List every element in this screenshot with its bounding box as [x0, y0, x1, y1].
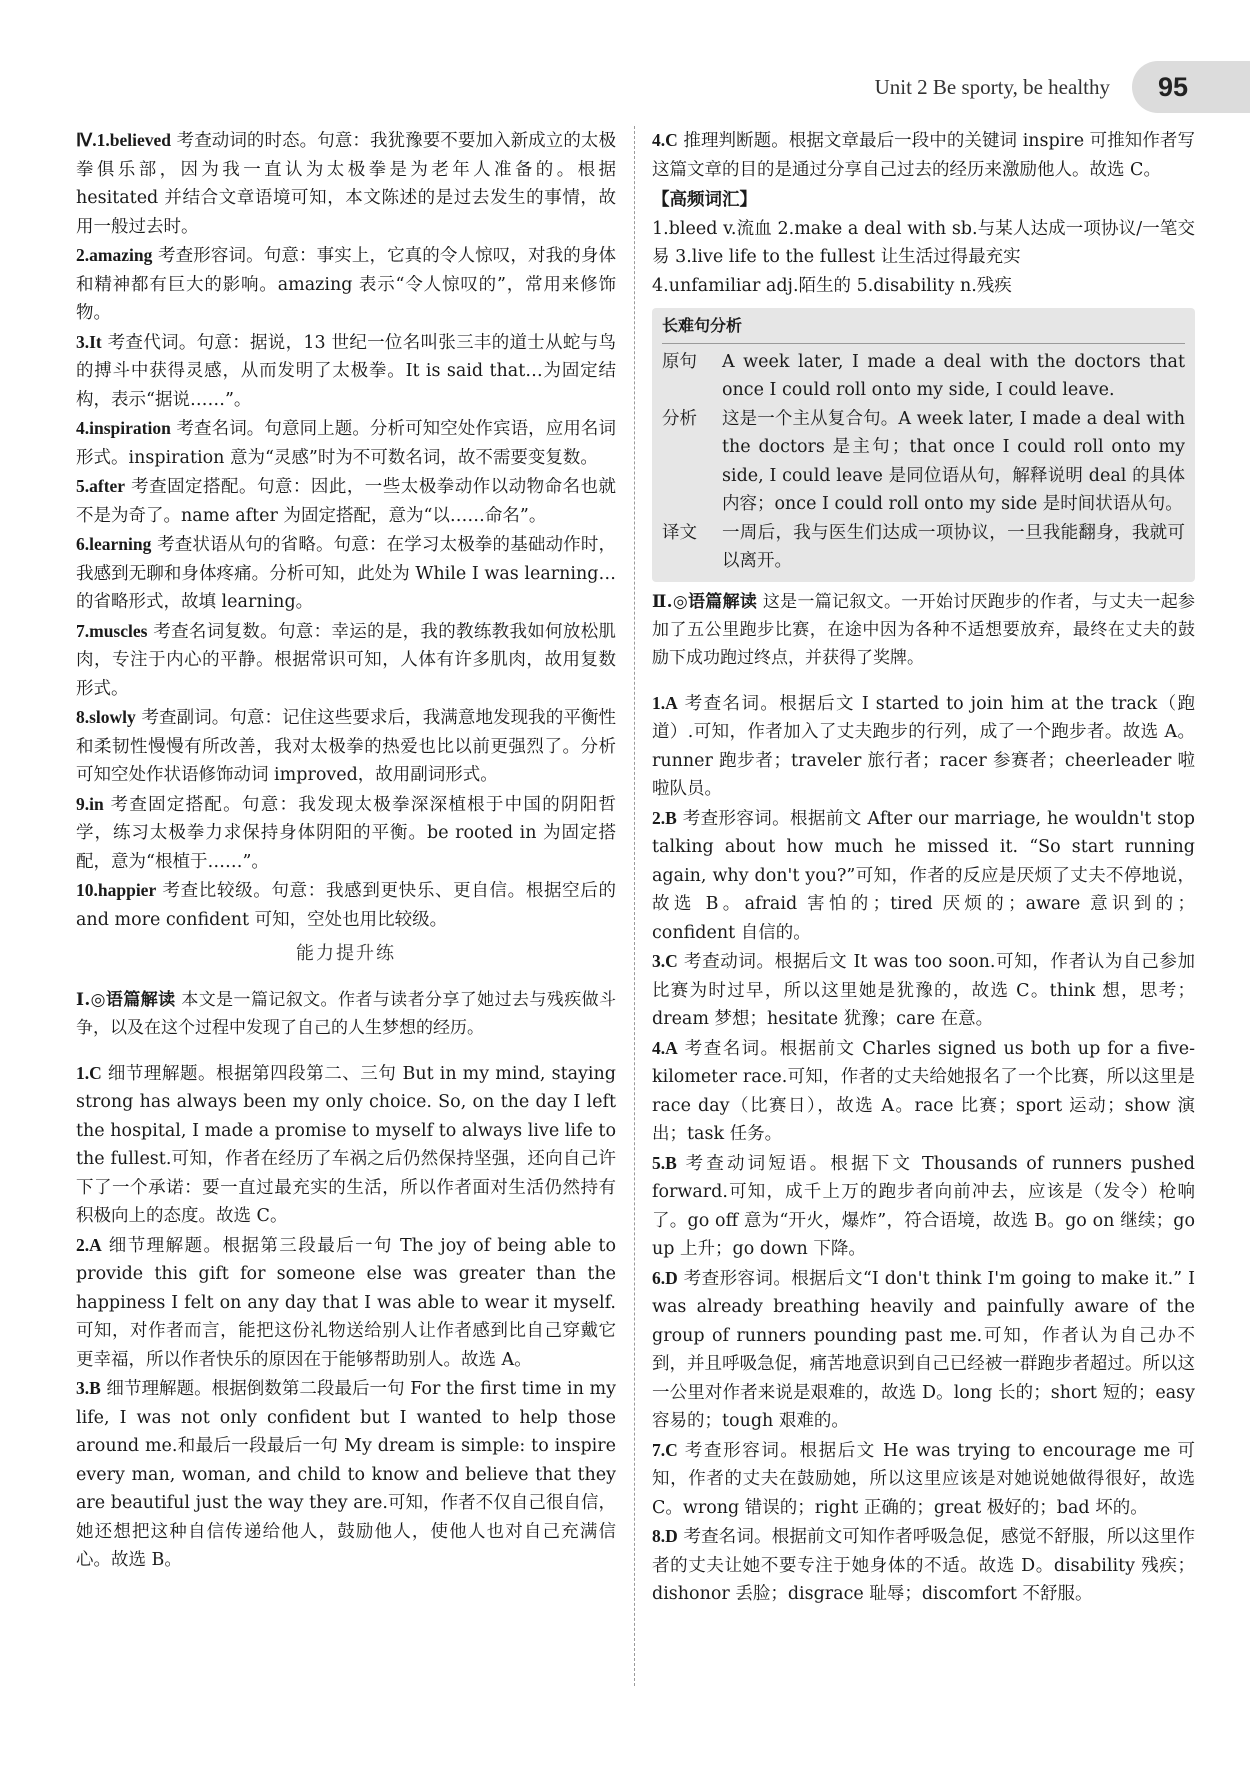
analysis-value: A week later, I made a deal with the doctors that once I could roll onto my side, I could leave.: [722, 351, 1185, 400]
vocab-line: 4.unfamiliar adj.陌生的 5.disability n.残疾: [652, 275, 1012, 296]
page-header: [875, 58, 1250, 116]
answer-label: 6.learning: [76, 534, 152, 554]
intro-text: 这是一篇记叙文。一开始讨厌跑步的作者，与丈夫一起参加了五公里跑步比赛，在途中因为各种不适想要放弃，最终在丈夫的鼓励下成功跑过终点，并获得了奖牌。: [652, 591, 1195, 668]
answer-label: 2.amazing: [76, 245, 153, 265]
answer-label: 3.C: [652, 951, 678, 971]
answer-label: 8.slowly: [76, 707, 136, 727]
answer-text: 考查名词。根据前文可知作者呼吸急促，感觉不舒服，所以这里作者的丈夫让她不要专注于她身体的不适。故选 D。disability 残疾；dishonor 丢脸；disgrace 耻辱；discomfort 不舒服。: [652, 1527, 1195, 1604]
answer-item: [76, 876, 616, 934]
page-number: 95: [1132, 61, 1250, 113]
answer-label: 1.C: [76, 1062, 102, 1083]
answer-item: [652, 1522, 1195, 1609]
answer-item: [652, 1264, 1195, 1436]
answer-text: 考查形容词。根据后文 He was trying to encourage me 可知，作者的丈夫在鼓励她，所以这里应该是对她说她做得很好，故选 C。wrong 错误的；right 正确的；great 极好的；bad 坏的。: [652, 1440, 1195, 1518]
answer-text: 考查比较级。句意：我感到更快乐、更自信。根据空后的 and more confident 可知，空处也用比较级。: [76, 881, 616, 930]
answer-label: 3.B: [76, 1378, 101, 1398]
answer-text: 考查动词。根据后文 It was too soon.可知，作者认为自己参加比赛为时过早，所以这里她是犹豫的，故选 C。think 想，思考；dream 梦想；hesitate 犹豫；care 在意。: [652, 952, 1195, 1029]
answer-label: 2.B: [652, 807, 677, 828]
answer-item: [652, 1149, 1195, 1264]
analysis-key: 分析: [662, 408, 697, 429]
passage-intro-1: [76, 986, 616, 1042]
sentence-analysis-title: 长难句分析: [662, 310, 1185, 344]
answer-label: 9.in: [76, 793, 104, 814]
answer-item: [76, 703, 616, 790]
sentence-analysis-box: [652, 308, 1195, 582]
answer-text: 细节理解题。根据第四段第二、三句 But in my mind, staying strong has always been my only choice. So, on the day I left the hospital, I made a promise to myself to always live life to the fullest.可知，作者在经历了车祸之后仍然保持坚强，还向自己许下了一个承诺：要一直过最充实的生活，所以作者面对生活仍然持有积极向上的态度。故选 C。: [76, 1063, 616, 1226]
answer-label: 10.happier: [76, 880, 157, 900]
answer-item: [76, 126, 616, 241]
answer-item: [76, 530, 616, 617]
answer-item: [652, 947, 1195, 1034]
answer-text: 考查名词。根据前文 Charles signed us both up for a five-kilometer race.可知，作者的丈夫给她报名了一个比赛，所以这里是 race day（比赛日），故选 A。race 比赛；sport 运动；show 演出；task 任务。: [652, 1038, 1195, 1144]
answer-item: [76, 617, 616, 704]
answer-label: 7.muscles: [76, 620, 148, 641]
answer-text: 考查动词的时态。句意：我犹豫要不要加入新成立的太极拳俱乐部，因为我一直认为太极拳是为老年人准备的。根据 hesitated 并结合文章语境可知，本文陈述的是过去发生的事情，故用一般过去时。: [76, 131, 616, 237]
answer-text: 考查固定搭配。句意：因此，一些太极拳动作以动物命名也就不是为奇了。name after 为固定搭配，意为“以……命名”。: [76, 477, 616, 526]
analysis-row: [662, 348, 1185, 405]
section-title: 能力提升练: [296, 943, 396, 964]
answer-text: 考查形容词。根据后文“I don't think I'm going to make it.” I was already breathing heavily and painfully aware of the group of runners pounding past me.可知，作者认为自己办不到，并且呼吸急促，痛苦地意识到自己已经被一群跑步者超过。所以这一公里对作者来说是艰难的，故选 D。long 长的；short 短的；easy 容易的；tough 艰难的。: [652, 1268, 1195, 1431]
unit-title: Unit 2 Be sporty, be healthy: [874, 74, 1110, 99]
answer-text: 考查形容词。句意：事实上，它真的令人惊叹，对我的身体和精神都有巨大的影响。amazing 表示“令人惊叹的”，常用来修饰物。: [76, 246, 616, 323]
answer-item: [76, 241, 616, 328]
answer-item: [76, 1059, 616, 1231]
intro-label: Ⅰ.◎语篇解读: [76, 989, 176, 1010]
answer-text: 考查名词。句意同上题。分析可知空处作宾语，应用名词形式。inspiration 意为“灵感”时为不可数名词，故不需要变复数。: [76, 419, 616, 468]
answer-item: [652, 689, 1195, 804]
intro-text: 本文是一篇记叙文。作者与读者分享了她过去与残疾做斗争，以及在这个过程中发现了自己的人生梦想的经历。: [76, 989, 616, 1038]
answer-text: 考查代词。句意：据说，13 世纪一位名叫张三丰的道士从蛇与鸟的搏斗中获得灵感，从而发明了太极拳。It is said that…为固定结构，表示“据说……”。: [76, 332, 616, 410]
answer-item: [652, 1034, 1195, 1149]
answer-text: 考查动词短语。根据下文 Thousands of runners pushed forward.可知，成千上万的跑步者向前冲去，应该是（发令）枪响了。go off 意为“开火，爆炸”，符合语境，故选 B。go on 继续；go up 上升；go down 下降。: [652, 1153, 1195, 1259]
answer-item: [652, 804, 1195, 948]
answer-text: 考查固定搭配。句意：我发现太极拳深深植根于中国的阴阳哲学，练习太极拳力求保持身体阴阳的平衡。be rooted in 为固定搭配，意为“根植于……”。: [76, 794, 616, 872]
vocab-title: 【高频词汇】: [652, 190, 757, 210]
answer-text: 考查形容词。根据前文 After our marriage, he wouldn't stop talking about how much he missed it. “So start running again, why don't you?”可知，作者的反应是厌烦了丈夫不停地说，故选 B。afraid 害怕的；tired 厌烦的；aware 意识到的；confident 自信的。: [652, 808, 1195, 943]
answer-label: Ⅳ.1.believed: [76, 130, 171, 150]
analysis-row: [662, 519, 1185, 576]
left-column: [76, 126, 616, 1575]
answer-label: 4.inspiration: [76, 418, 171, 438]
analysis-row: [662, 405, 1185, 519]
vocab-line: 1.bleed v.流血 2.make a deal with sb.与某人达成一项协议/一笔交易 3.live life to the fullest 让生活过得最充实: [652, 218, 1195, 267]
answer-label: 4.C: [652, 130, 678, 150]
answer-text: 推理判断题。根据文章最后一段中的关键词 inspire 可推知作者写这篇文章的目的是通过分享自己过去的经历来激励他人。故选 C。: [652, 131, 1195, 180]
answer-text: 考查名词复数。句意：幸运的是，我的教练教我如何放松肌肉，专注于内心的平静。根据常识可知，人体有许多肌肉，故用复数形式。: [76, 621, 616, 699]
answer-label: 1.A: [652, 692, 678, 713]
answer-label: 4.A: [652, 1037, 678, 1058]
analysis-value: 一周后，我与医生们达成一项协议，一旦我能翻身，我就可以离开。: [722, 522, 1185, 571]
answer-text: 细节理解题。根据第三段最后一句 The joy of being able to provide this gift for someone else was greater than the happiness I felt on any day that I was able to wear it myself.可知，对作者而言，能把这份礼物送给别人让作者感到比自己穿戴它更幸福，所以作者快乐的原因在于能够帮助别人。故选 A。: [76, 1235, 616, 1370]
column-divider: [634, 126, 635, 1686]
passage-intro-2: [652, 588, 1195, 672]
answer-text: 考查副词。句意：记住这些要求后，我满意地发现我的平衡性和柔韧性慢慢有所改善，我对太极拳的热爱也比以前更强烈了。分析可知空处作状语修饰动词 improved，故用副词形式。: [76, 708, 616, 785]
answer-label: 8.D: [652, 1526, 678, 1546]
analysis-value: 这是一个主从复合句。A week later, I made a deal with the doctors 是主句；that once I could roll onto my side, I could leave 是同位语从句，解释说明 deal 的具体内容；once I could roll onto my side 是时间状语从句。: [722, 408, 1185, 514]
intro-label: Ⅱ.◎语篇解读: [652, 591, 758, 612]
answer-label: 5.B: [652, 1152, 677, 1173]
answer-item: [76, 414, 616, 472]
answer-item: [76, 1374, 616, 1575]
answer-item: [76, 328, 616, 415]
analysis-key: 原句: [662, 351, 697, 372]
answer-text: 考查状语从句的省略。句意：在学习太极拳的基础动作时，我感到无聊和身体疼痛。分析可知，此处为 While I was learning…的省略形式，故填 learning。: [76, 535, 616, 612]
right-column: [652, 126, 1195, 1609]
answer-label: 6.D: [652, 1267, 678, 1288]
answer-label: 5.after: [76, 476, 126, 496]
answer-text: 细节理解题。根据倒数第二段最后一句 For the first time in my life, I was not only confident but I wanted to help those around me.和最后一段最后一句 My dream is simple: to inspire every man, woman, and child to know and believe that they are beautiful just the way they are.可知，作者不仅自己很自信，她还想把这种自信传递给他人，鼓励他人，使他人也对自己充满信心。故选 B。: [76, 1379, 616, 1570]
answer-label: 2.A: [76, 1234, 102, 1255]
answer-item: [652, 1436, 1195, 1523]
answer-item: [76, 790, 616, 877]
analysis-key: 译文: [662, 522, 697, 543]
answer-item: [652, 126, 1195, 184]
answer-text: 考查名词。根据后文 I started to join him at the track（跑道）.可知，作者加入了丈夫跑步的行列，成了一个跑步者。故选 A。runner 跑步者；traveler 旅行者；racer 参赛者；cheerleader 啦啦队员。: [652, 693, 1195, 799]
answer-item: [76, 1231, 616, 1375]
answer-label: 7.C: [652, 1439, 678, 1460]
answer-label: 3.It: [76, 331, 102, 352]
answer-item: [76, 472, 616, 530]
